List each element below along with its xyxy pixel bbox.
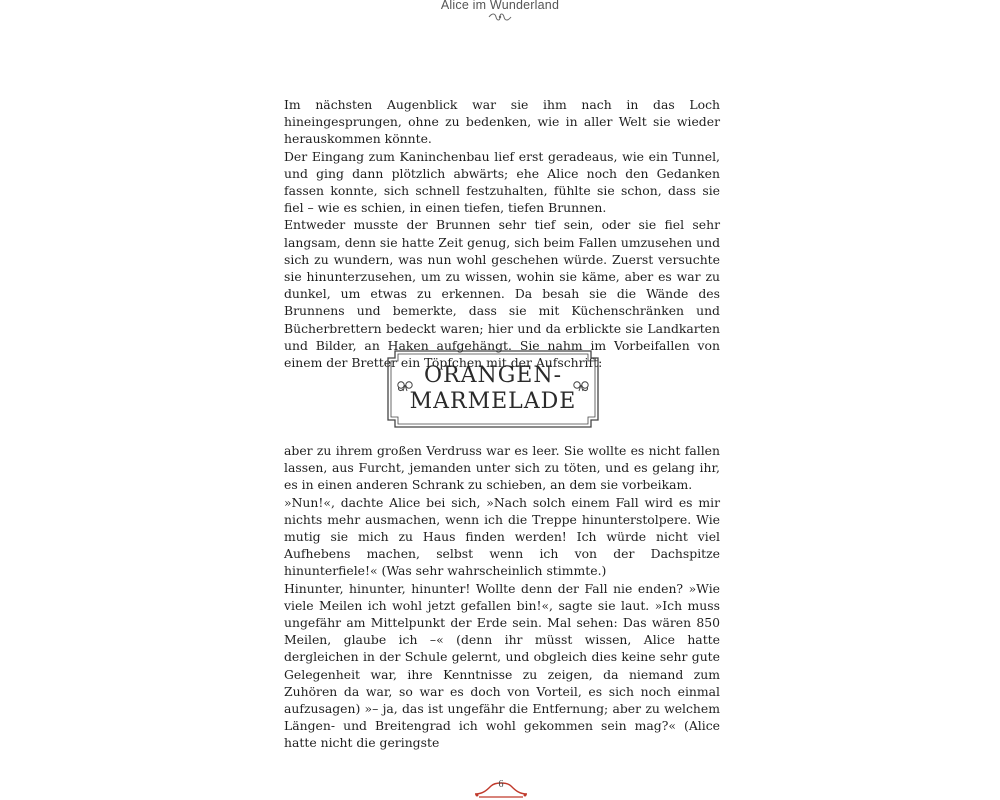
label-line-2: MARMELADE [409, 389, 577, 414]
paragraph: aber zu ihrem großen Verdruss war es leer. Sie wollte es nicht fallen lassen, aus Furcht, jemanden unter sich zu töten, und es gelang ihr, es in einen anderen Schrank zu schieben, an dem sie vorbeikam. [284, 443, 720, 493]
running-head: Alice im Wunderland [440, 0, 560, 12]
marmalade-jar-label [387, 350, 599, 428]
paragraph: Entweder musste der Brunnen sehr tief sein, oder sie fiel sehr langsam, denn sie hatte Zeit genug, sich beim Fallen umzusehen und sich zu wundern, was nun wohl geschehen würde. Zuerst versuchte sie hinunterzusehen, um zu wissen, wohin sie käme, aber es war zu dunkel, um etwas zu erkennen. Da besah sie die Wände des Brunnens und bemerkte, dass sie mit Küchenschränken und Bücherbrettern bedeckt waren; hier und da erblickte sie Landkarten und Bilder, an Haken aufgehängt. Sie nahm im Vorbeifallen von einem der Bretter ein Töpfchen mit der Aufschrift: [284, 217, 720, 371]
paragraph: Der Eingang zum Kaninchenbau lief erst geradeaus, wie ein Tunnel, und ging dann plötzlich abwärts; ehe Alice noch den Gedanken fassen konnte, sich schnell festzuhalten, fühlte sie schon, dass sie fiel – wie es schien, in einen tiefen, tiefen Brunnen. [284, 148, 720, 216]
label-text [387, 363, 599, 415]
label-line-1: ORANGEN- [423, 363, 563, 388]
body-text-after [284, 442, 720, 752]
page-number: 6 [498, 779, 504, 790]
page-number-ornament [473, 778, 529, 800]
paragraph: »Nun!«, dachte Alice bei sich, »Nach solch einem Fall wird es mir nichts mehr ausmachen, wenn ich die Treppe hinunterstolpere. Wie mutig sie mich zu Haus finden werden! Ich würde nicht viel Aufhebens machen, selbst wenn ich von der Dachspitze hinunterfiele!« (Was sehr wahrscheinlich stimmte.) [284, 494, 720, 579]
body-text-before [284, 96, 720, 371]
paragraph: Im nächsten Augenblick war sie ihm nach in das Loch hineingesprungen, ohne zu bedenken, wie in aller Welt sie wieder herauskommen könnte. [284, 97, 720, 147]
paragraph: Hinunter, hinunter, hinunter! Wollte denn der Fall nie enden? »Wie viele Meilen ich wohl jetzt gefallen bin!«, sagte sie laut. »Ich muss ungefähr am Mittelpunkt der Erde sein. Mal sehen: Das wären 850 Meilen, glaube ich –« (denn ihr müsst wissen, Alice hatte dergleichen in der Schule gelernt, und obgleich dies keine sehr gute Gelegenheit war, ihre Kenntnisse zu zeigen, da niemand zum Zuhören da war, so war es doch von Vorteil, es sich noch einmal aufzusagen) »– ja, das ist ungefähr die Entfernung; aber zu welchem Längen- und Breitengrad ich wohl gekommen sein mag?« (Alice hatte nicht die geringste [284, 580, 720, 751]
header-flourish-icon [488, 13, 512, 21]
